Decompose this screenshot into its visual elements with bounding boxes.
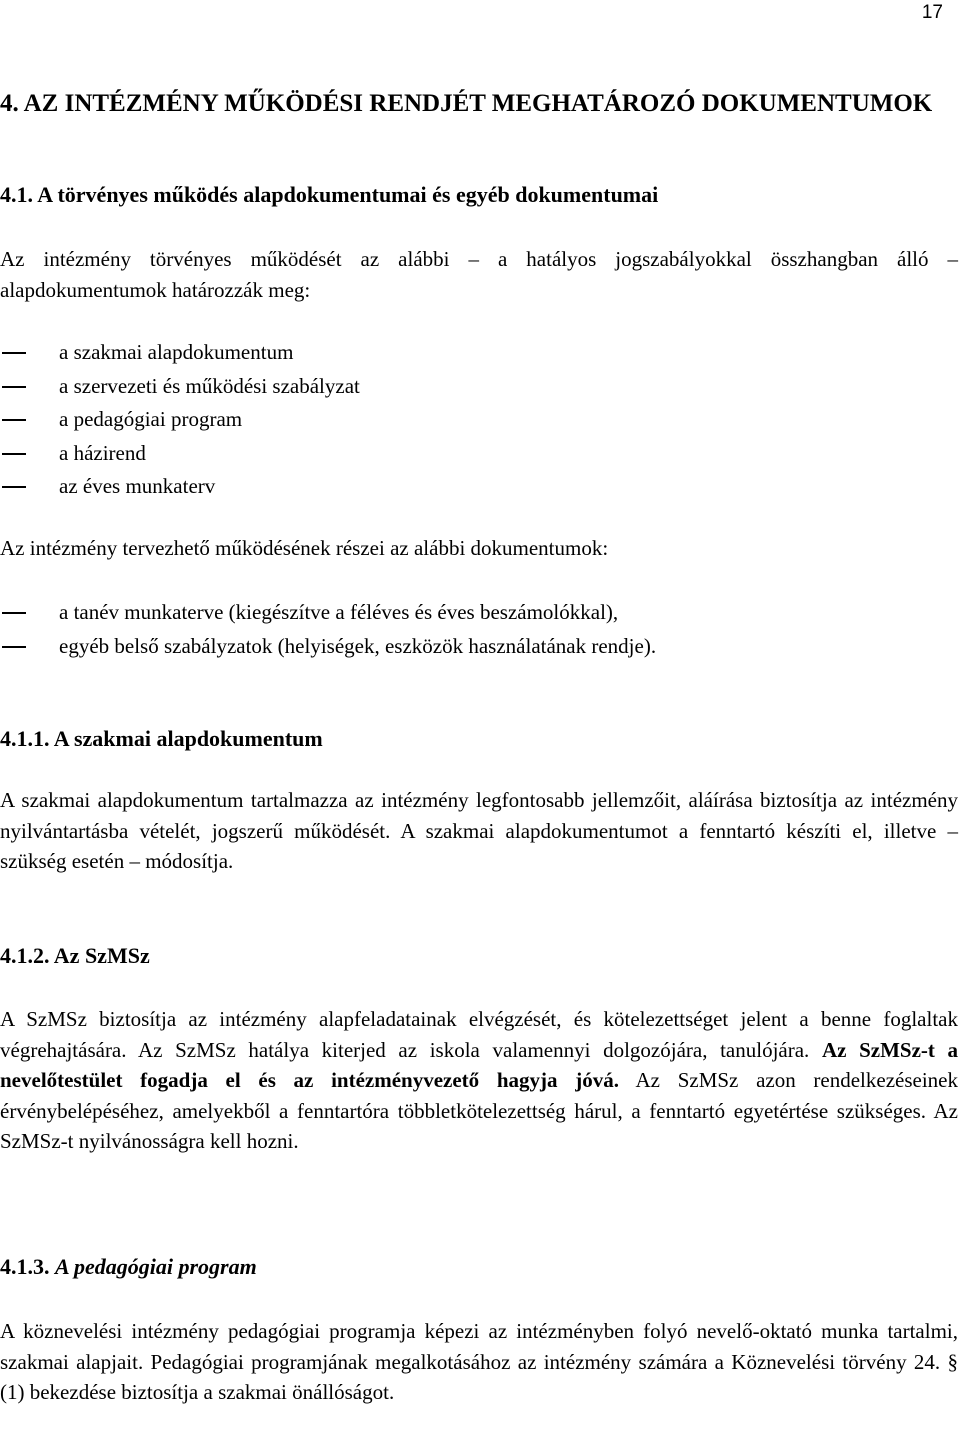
section-heading-4-1-2 — [0, 941, 150, 971]
section-4-1-2-text: A SzMSz biztosítja az intézmény alapfeladatainak elvégzését, és kötelezettséget jelent a benne foglaltak végrehajtására. Az SzMSz hatálya kiterjed az iskola valamennyi dolgozójára, tanulójára. Az SzMSz-t a nevelőtestület fogadja el és az intézményvezető hagyja jóvá. Az SzMSz azon rendelkezéseinek érvénybelépéséhez, amelyekből a fenntartóra többletkötelezettség hárul, a fenntartó egyetértése szükséges. Az SzMSz-t nyilvánosságra kell hozni. — [0, 1007, 959, 1153]
section-4-1-intro: Az intézmény törvényes működését az alábbi – a hatályos jogszabályokkal összhangban álló – alapdokumentumok határozzák meg: — [0, 247, 958, 302]
section-title: A pedagógiai program — [55, 1254, 257, 1279]
dash-bullet-icon — [2, 386, 26, 388]
basic-documents-list — [0, 336, 360, 504]
dash-bullet-icon — [2, 612, 26, 614]
dash-bullet-icon — [2, 646, 26, 648]
section-number: 4.1.3. — [0, 1254, 50, 1279]
section-number: 4.1.2. — [0, 943, 50, 968]
dash-bullet-icon — [2, 419, 26, 421]
plannable-documents-list — [0, 596, 656, 663]
chapter-heading: 4. AZ INTÉZMÉNY MŰKÖDÉSI RENDJÉT MEGHATÁROZÓ DOKUMENTUMOK — [0, 90, 933, 117]
bold-statement: Az SzMSz-t a nevelőtestület fogadja el és az intézményvezető hagyja jóvá. — [0, 1037, 959, 1092]
list-item: a pedagógiai program — [0, 403, 360, 437]
list-item: a házirend — [0, 437, 360, 471]
section-title: Az SzMSz — [53, 943, 150, 968]
list-item: a szakmai alapdokumentum — [0, 336, 360, 370]
section-4-1-1-text: A szakmai alapdokumentum tartalmazza az intézmény legfontosabb jellemzőit, aláírása biztosítja az intézmény nyilvántartásba vételét, jogszerű működését. A szakmai alapdokumentumot a fenntartó készíti el, illetve – szükség esetén – módosítja. — [0, 788, 958, 873]
section-4-1-3-text: A köznevelési intézmény pedagógiai programja képezi az intézményben folyó nevelő-oktató munka tartalmi, szakmai alapjait. Pedagógiai programjának megalkotásához az intézmény számára a Köznevelési törvény 24. § (1) bekezdése biztosítja a szakmai önállóságot. — [0, 1319, 958, 1404]
list-item: az éves munkaterv — [0, 470, 360, 504]
list-item: a szervezeti és működési szabályzat — [0, 370, 360, 404]
dash-bullet-icon — [2, 453, 26, 455]
section-number: 4.1.1. — [0, 726, 50, 751]
list-item: a tanév munkaterve (kiegészítve a féléves és éves beszámolókkal), — [0, 596, 656, 630]
section-heading-4-1-1 — [0, 724, 323, 754]
dash-bullet-icon — [2, 486, 26, 488]
section-title: A szakmai alapdokumentum — [53, 726, 323, 751]
list-item: egyéb belső szabályzatok (helyiségek, eszközök használatának rendje). — [0, 630, 656, 664]
page-number: 17 — [921, 2, 943, 23]
section-heading-4-1: 4.1. A törvényes működés alapdokumentumai és egyéb dokumentumai — [0, 182, 659, 207]
dash-bullet-icon — [2, 352, 26, 354]
plannable-intro: Az intézmény tervezhető működésének részei az alábbi dokumentumok: — [0, 536, 609, 560]
section-heading-4-1-3 — [0, 1252, 257, 1282]
